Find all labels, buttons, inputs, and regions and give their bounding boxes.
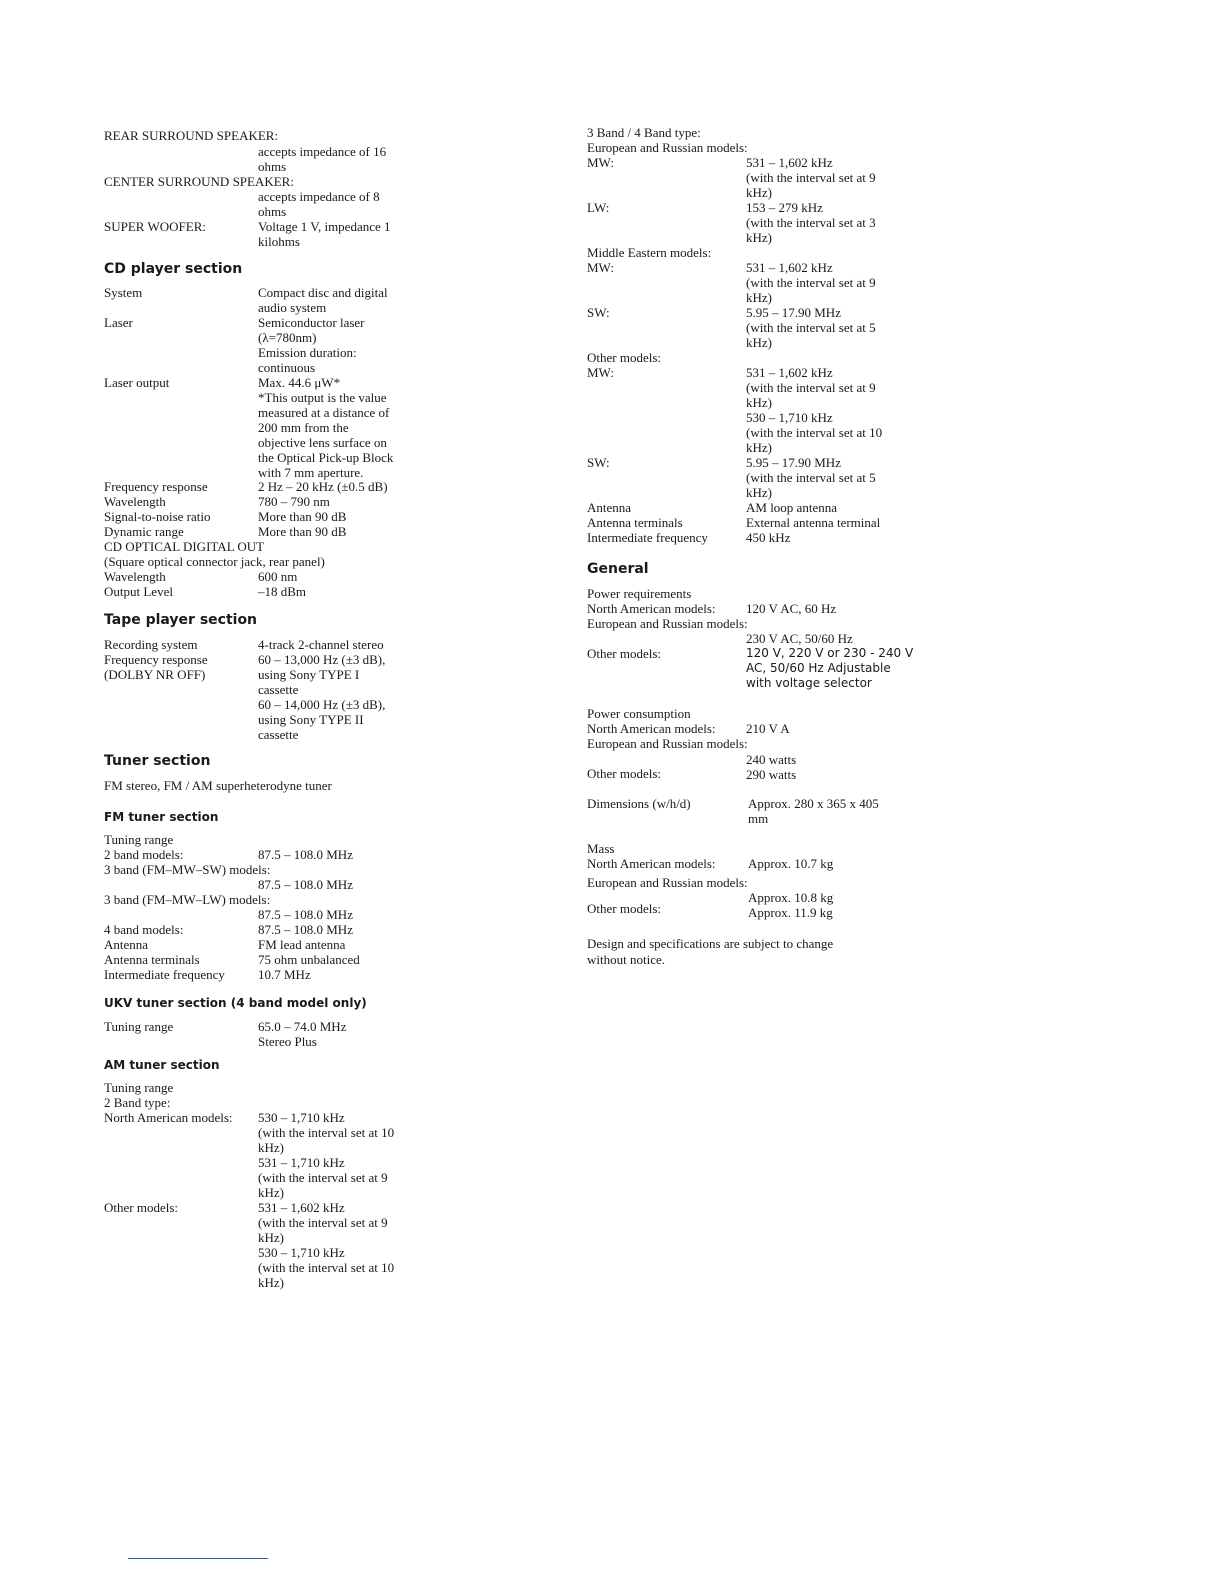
spec-value: 600 nm [258, 569, 298, 584]
spec-value: (with the interval set at 9 [258, 1170, 388, 1185]
spec-value: 290 watts [746, 767, 797, 782]
spec-value: kHz) [258, 1230, 284, 1245]
spec-value: 5.95 – 17.90 MHz [746, 305, 841, 320]
spec-label: Other models: [587, 350, 662, 365]
footer-rule [128, 1558, 268, 1559]
spec-value: kHz) [258, 1140, 284, 1155]
spec-label: Power consumption [587, 706, 691, 721]
spec-label: Antenna terminals [587, 515, 683, 530]
spec-value: (with the interval set at 10 [258, 1260, 395, 1275]
spec-label: (Square optical connector jack, rear panel) [104, 554, 325, 569]
spec-label: Laser output [104, 375, 170, 390]
spec-label: Output Level [104, 584, 173, 599]
spec-label: Intermediate frequency [587, 530, 708, 545]
spec-value: 153 – 279 kHz [746, 200, 823, 215]
spec-value: Approx. 11.9 kg [748, 905, 833, 920]
spec-value: 87.5 – 108.0 MHz [258, 877, 353, 892]
spec-value: Approx. 280 x 365 x 405 [748, 796, 879, 811]
spec-value: the Optical Pick-up Block [258, 450, 394, 465]
spec-value: 60 – 14,000 Hz (±3 dB), [258, 697, 386, 712]
spec-value: cassette [258, 682, 299, 697]
spec-value: using Sony TYPE I [258, 667, 360, 682]
spec-value: 2 Hz – 20 kHz (±0.5 dB) [258, 479, 388, 494]
spec-value: with 7 mm aperture. [258, 465, 364, 480]
spec-label: SUPER WOOFER: [104, 219, 206, 234]
spec-value: kHz) [258, 1275, 284, 1290]
spec-value: *This output is the value [258, 390, 387, 405]
spec-label: Other models: [587, 646, 662, 661]
spec-value: More than 90 dB [258, 524, 347, 539]
spec-value: (with the interval set at 9 [746, 380, 876, 395]
spec-value: FM lead antenna [258, 937, 346, 952]
spec-value: (with the interval set at 9 [258, 1215, 388, 1230]
spec-value: 4-track 2-channel stereo [258, 637, 384, 652]
spec-value: Compact disc and digital [258, 285, 388, 300]
spec-value: Semiconductor laser [258, 315, 365, 330]
spec-value: objective lens surface on [258, 435, 387, 450]
spec-value: Voltage 1 V, impedance 1 [258, 219, 391, 234]
spec-value: ohms [258, 204, 287, 219]
spec-label: Antenna terminals [104, 952, 200, 967]
spec-label: MW: [587, 155, 614, 170]
spec-label: Intermediate frequency [104, 967, 225, 982]
spec-value: (λ=780nm) [258, 330, 317, 345]
section-heading: CD player section [104, 261, 243, 277]
spec-value: External antenna terminal [746, 515, 881, 530]
spec-value: kilohms [258, 234, 300, 249]
spec-value: 5.95 – 17.90 MHz [746, 455, 841, 470]
spec-value: Approx. 10.7 kg [748, 856, 834, 871]
section-heading: Tape player section [104, 612, 258, 628]
spec-value: (with the interval set at 5 [746, 320, 876, 335]
spec-value: 210 V A [746, 721, 790, 736]
spec-value: Emission duration: [258, 345, 357, 360]
spec-value: accepts impedance of 8 [258, 189, 380, 204]
spec-value: (with the interval set at 5 [746, 470, 876, 485]
spec-value: 531 – 1,602 kHz [746, 365, 833, 380]
spec-value: 450 kHz [746, 530, 791, 545]
spec-label: 2 band models: [104, 847, 184, 862]
spec-value: 531 – 1,602 kHz [746, 155, 833, 170]
subsection-heading: AM tuner section [104, 1058, 220, 1072]
spec-label: 3 band (FM–MW–LW) models: [104, 892, 271, 907]
spec-value: 530 – 1,710 kHz [746, 410, 833, 425]
spec-label: Tuning range [104, 1019, 174, 1034]
spec-label: 3 band (FM–MW–SW) models: [104, 862, 271, 877]
spec-value: 230 V AC, 50/60 Hz [746, 631, 853, 646]
spec-value: kHz) [746, 485, 772, 500]
section-heading: General [587, 561, 649, 577]
spec-label: 4 band models: [104, 922, 184, 937]
spec-value: continuous [258, 360, 316, 375]
spec-value: 120 V, 220 V or 230 - 240 V [746, 646, 914, 660]
section-heading: Tuner section [104, 753, 211, 769]
spec-label: European and Russian models: [587, 616, 748, 631]
spec-label: Dynamic range [104, 524, 184, 539]
spec-label: Other models: [104, 1200, 179, 1215]
spec-label: Frequency response [104, 652, 208, 667]
spec-value: accepts impedance of 16 [258, 144, 387, 159]
spec-value: (with the interval set at 9 [746, 170, 876, 185]
footnote: without notice. [587, 952, 665, 967]
spec-label: Wavelength [104, 494, 166, 509]
spec-label: European and Russian models: [587, 736, 748, 751]
spec-value: More than 90 dB [258, 509, 347, 524]
spec-label: Signal-to-noise ratio [104, 509, 211, 524]
spec-label: European and Russian models: [587, 140, 748, 155]
spec-label: 2 Band type: [104, 1095, 171, 1110]
spec-value: measured at a distance of [258, 405, 390, 420]
spec-label: LW: [587, 200, 610, 215]
spec-value: kHz) [746, 440, 772, 455]
spec-label: Tuning range [104, 1080, 174, 1095]
spec-label: SW: [587, 305, 610, 320]
spec-label: North American models: [587, 856, 716, 871]
spec-value: 120 V AC, 60 Hz [746, 601, 837, 616]
spec-label: Laser [104, 315, 133, 330]
spec-label: Antenna [104, 937, 149, 952]
spec-value: kHz) [746, 335, 772, 350]
spec-label: 3 Band / 4 Band type: [587, 125, 701, 140]
spec-value: kHz) [746, 185, 772, 200]
spec-value: (with the interval set at 9 [746, 275, 876, 290]
spec-value: 530 – 1,710 kHz [258, 1110, 345, 1125]
spec-label: REAR SURROUND SPEAKER: [104, 128, 279, 143]
spec-label: Mass [587, 841, 615, 856]
spec-value: Approx. 10.8 kg [748, 890, 834, 905]
spec-value: kHz) [746, 290, 772, 305]
spec-value: using Sony TYPE II [258, 712, 364, 727]
spec-value: 65.0 – 74.0 MHz [258, 1019, 347, 1034]
spec-value: ohms [258, 159, 287, 174]
spec-label: MW: [587, 365, 614, 380]
spec-label: Recording system [104, 637, 198, 652]
spec-value: 10.7 MHz [258, 967, 311, 982]
spec-value: (with the interval set at 3 [746, 215, 876, 230]
spec-value: kHz) [746, 230, 772, 245]
spec-label: SW: [587, 455, 610, 470]
spec-value: with voltage selector [746, 676, 872, 690]
spec-value: (with the interval set at 10 [258, 1125, 395, 1140]
spec-label: Tuning range [104, 832, 174, 847]
spec-value: 531 – 1,602 kHz [258, 1200, 345, 1215]
spec-label: CENTER SURROUND SPEAKER: [104, 174, 294, 189]
spec-label: European and Russian models: [587, 875, 748, 890]
spec-value: 60 – 13,000 Hz (±3 dB), [258, 652, 386, 667]
spec-label: Dimensions (w/h/d) [587, 796, 691, 811]
spec-label: Antenna [587, 500, 632, 515]
footnote: Design and specifications are subject to change [587, 936, 834, 951]
spec-value: kHz) [258, 1185, 284, 1200]
spec-value: audio system [258, 300, 327, 315]
spec-value: cassette [258, 727, 299, 742]
spec-value: 87.5 – 108.0 MHz [258, 922, 353, 937]
spec-label: (DOLBY NR OFF) [104, 667, 206, 682]
spec-label: Frequency response [104, 479, 208, 494]
spec-label: CD OPTICAL DIGITAL OUT [104, 539, 265, 554]
spec-value: 87.5 – 108.0 MHz [258, 847, 353, 862]
spec-value: AM loop antenna [746, 500, 837, 515]
spec-value: AC, 50/60 Hz Adjustable [746, 661, 891, 675]
spec-value: 200 mm from the [258, 420, 349, 435]
spec-value: 531 – 1,710 kHz [258, 1155, 345, 1170]
spec-label: North American models: [587, 721, 716, 736]
subsection-heading: UKV tuner section (4 band model only) [104, 996, 367, 1010]
spec-label: Other models: [587, 766, 662, 781]
spec-label: Wavelength [104, 569, 166, 584]
spec-label: North American models: [104, 1110, 233, 1125]
spec-label: System [104, 285, 143, 300]
spec-value: 530 – 1,710 kHz [258, 1245, 345, 1260]
spec-label: Power requirements [587, 586, 692, 601]
spec-value: 780 – 790 nm [258, 494, 330, 509]
subsection-heading: FM tuner section [104, 810, 219, 824]
spec-value: kHz) [746, 395, 772, 410]
spec-label: Other models: [587, 901, 662, 916]
spec-value: 75 ohm unbalanced [258, 952, 360, 967]
spec-value: 87.5 – 108.0 MHz [258, 907, 353, 922]
spec-value: Max. 44.6 μW* [258, 375, 341, 390]
spec-label: MW: [587, 260, 614, 275]
spec-value: Stereo Plus [258, 1034, 317, 1049]
spec-label: FM stereo, FM / AM superheterodyne tuner [104, 778, 332, 793]
spec-value: –18 dBm [258, 584, 307, 599]
spec-value: mm [748, 811, 769, 826]
spec-value: (with the interval set at 10 [746, 425, 883, 440]
spec-value: 531 – 1,602 kHz [746, 260, 833, 275]
spec-label: Middle Eastern models: [587, 245, 712, 260]
spec-label: North American models: [587, 601, 716, 616]
spec-value: 240 watts [746, 752, 797, 767]
